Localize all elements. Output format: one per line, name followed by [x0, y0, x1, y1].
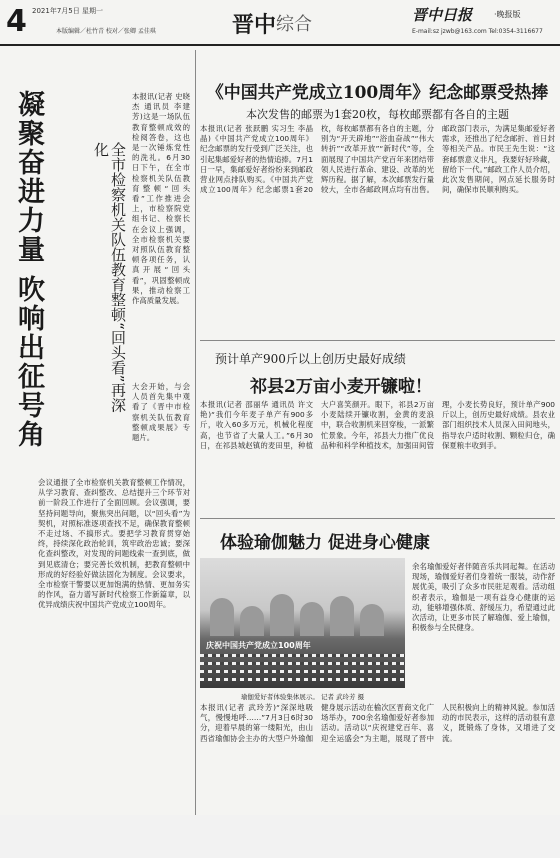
- left-article-body-3: 会议通报了全市检察机关教育整顿工作情况，从学习教育、查纠整改、总结提升三个环节对前一阶段工作进行了全面回顾。会议强调，要坚持问题导向，聚焦突出问题，以“回头看”为契机，对照标准逐项查找不足，确保教育整顿不走过场、不搞形式。要把学习教育贯穿始终，持续深化政治轮训，筑牢政治忠诚；要深化查纠整改，对发现的问题线索一查到底，做到见底清仓；要完善长效机制，把教育整顿中形成的好经验好做法固化为制度。会议要求，全市检察干警要以更加饱满的热情、更加务实的作风，奋力谱写新时代检察工作新篇章，以优异成绩庆祝中国共产党成立100周年。: [38, 478, 190, 610]
- photo-banner: 庆祝中国共产党成立100周年: [206, 641, 311, 650]
- left-article-title: 凝聚奋进力量 吹响出征号角: [13, 90, 44, 450]
- stamp-article-title: 《中国共产党成立100周年》纪念邮票受热捧: [206, 83, 549, 103]
- yoga-photo: [200, 558, 405, 688]
- issue-date: 2021年7月5日 星期一: [32, 7, 103, 15]
- left-article-subtitle: 全市检察机关队伍教育整顿“回头看”再深化: [92, 142, 127, 413]
- wheat-article-kicker: 预计单产900斤以上创历史最好成绩: [215, 352, 406, 366]
- editors-line: 本版编辑／杜竹青 校对／张卿 孟佳琪: [56, 28, 156, 35]
- stamp-article-body: 本报讯(记者 张跃鹏 实习生 李晶晶)《中国共产党成立100周年》纪念邮票的发行受到广泛关注，也引起集邮爱好者的热情追捧。7月1日一早，集邮爱好者纷纷来到邮政营业网点排队购买。《中国共产党成立100周年》纪念邮票1套20枚，每枚邮票都有各自的主题，分别为“开天辟地”“浴血奋战”“伟大转折”“改革开放”“新时代”等，全面展现了中国共产党百年来团结带领人民进行革命、建设、改革的光辉历程。据了解，本次邮票发行量较大，全市各邮政网点均有出售。邮政部门表示，为满足集邮爱好者需求，还推出了纪念邮折、首日封等相关产品。市民王先生说：“这套邮票意义非凡，我要好好珍藏，留给下一代。”邮政工作人员介绍，此次发售期间，网点延长服务时间，确保市民顺利购买。: [200, 124, 555, 195]
- article-divider: [200, 518, 555, 519]
- contact-line: E-mail:sz jzwb@163.com Tel:0354-3116677: [412, 28, 543, 35]
- header-rule: [0, 44, 560, 46]
- left-article: [0, 50, 190, 815]
- stamp-article-subtitle: 本次发售的邮票为1套20枚，每枚邮票都有各自的主题: [246, 108, 509, 121]
- section-title: 晋中: [232, 12, 277, 38]
- yoga-article-side-body: 余名瑜伽爱好者伴随音乐共同起舞。在活动现场，瑜伽爱好者们身着统一服装，动作舒展优美，吸引了众多市民驻足观看。活动组织者表示，瑜伽是一项有益身心健康的运动，能够增强体质、舒缓压力，希望通过此次活动，让更多市民了解瑜伽、爱上瑜伽，积极参与全民健身。: [412, 562, 555, 633]
- page-header: [0, 0, 560, 44]
- wheat-article-title: 祁县2万亩小麦开镰啦！: [250, 377, 432, 397]
- yoga-article-title: 体验瑜伽魅力 促进身心健康: [220, 533, 430, 553]
- left-article-body-2: 大会开始，与会人员首先集中观看了《晋中市检察机关队伍教育整顿成果展》专题片。: [132, 382, 190, 443]
- wheat-article-body: 本报讯(记者 邵丽华 通讯员 许文艳)“我们今年麦子单产有900多斤，收入60多万元，机械化程度高，也节省了大量人工。”6月30日，在祁县城赵镇的麦田里，种植大户喜笑颜开。眼下，祁县2万亩小麦陆续开镰收割，金黄的麦浪中，联合收割机来回穿梭，一派繁忙景象。今年，祁县大力推广优良品种和科学种植技术，加强田间管理，小麦长势良好，预计单产900斤以上，创历史最好成绩。县农业部门组织技术人员深入田间地头，指导农户适时收割、颗粒归仓，确保夏粮丰收到手。: [200, 400, 555, 450]
- photo-caption: 瑜伽爱好者体验集体展示。 记者 武玲芳 摄: [240, 693, 365, 701]
- newspaper-logo: 晋中日报: [412, 6, 473, 24]
- newspaper-edition: ·晚报版: [494, 10, 521, 19]
- yoga-article-body: 本报讯(记者 武玲芳)“深深地吸气，慢慢地呼……”7月3日6时30分，迎着早晨的第一缕阳光，由山西省瑜伽协会主办的大型户外瑜伽健身展示活动在榆次区晋商文化广场举办，700余名瑜伽爱好者参加活动。活动以“庆祝建党百年、喜迎全运盛会”为主题，展现了晋中人民积极向上的精神风貌。参加活动的市民表示，这样的活动很有意义，既锻炼了身体，又增进了交流。: [200, 703, 555, 743]
- page-number: 4: [6, 4, 27, 39]
- left-article-body-1: 本报讯(记者 史晓杰 通讯员 李建芳)这是一场队伍教育整顿成效的检阅答卷，这也是一次锤炼党性的洗礼。6月30日下午，在全市检察机关队伍教育整顿“回头看”工作推进会上，市检察院党组书记、检察长在会议上强调，全市检察机关要对照队伍教育整顿各项任务，认真开展“回头看”，巩固整顿成果，推动检察工作高质量发展。: [132, 92, 190, 306]
- section-subtitle: 综合: [276, 14, 312, 35]
- column-divider: [195, 50, 196, 815]
- article-divider: [200, 340, 555, 341]
